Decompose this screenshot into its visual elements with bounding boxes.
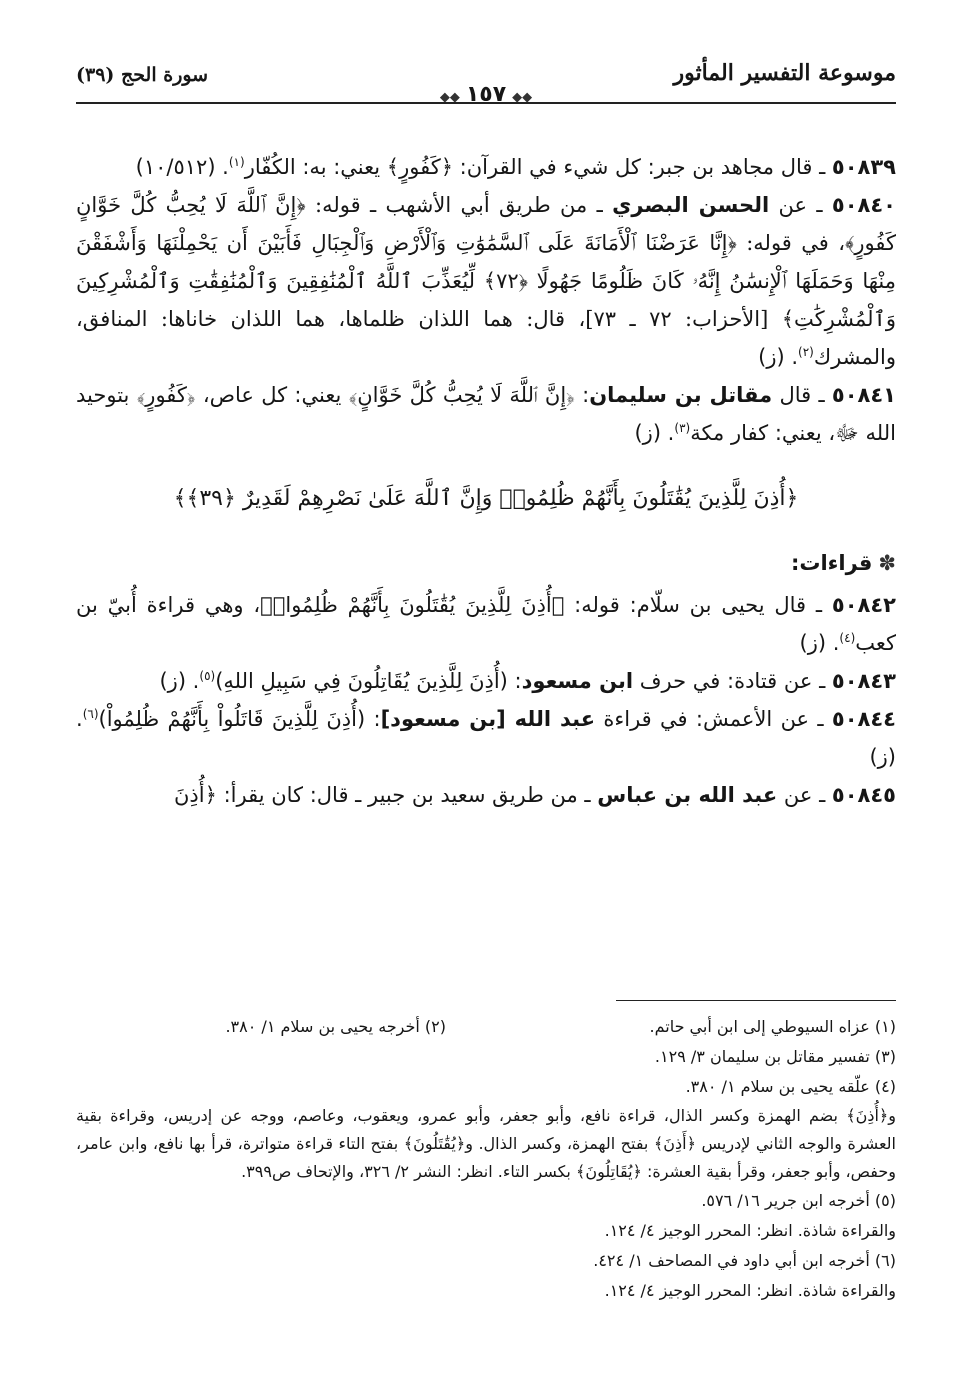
star-ornament-icon: ✽: [878, 551, 896, 575]
footnote-row: [76, 1012, 896, 1042]
entry-50840: [76, 186, 896, 376]
footnotes: [76, 1012, 896, 1306]
header-rule: [76, 102, 896, 104]
footnote-5-note: والقراءة شاذة. انظر: المحرر الوجيز ٤/ ١٢٤.: [604, 1221, 896, 1240]
main-text: [76, 148, 896, 814]
footnote-5: (٥) أخرجه ابن جرير ١٦/ ٥٧٦.: [701, 1191, 896, 1210]
narrator-name: الحسن البصري: [612, 193, 770, 217]
entry-number: ٥٠٨٤١: [831, 383, 896, 407]
entry-50845: [76, 776, 896, 814]
footnote-1: (١) عزاه السيوطي إلى ابن أبي حاتم.: [649, 1017, 896, 1036]
entry-text: : ﴿إِنَّ ٱللَّهَ لَا يُحِبُّ كُلَّ خَوَّانٍ﴾ يعني: كل عاص، ﴿كَفُورٍ﴾ بتوحيد الله ﷻ، يعني: كفار مكة: [76, 383, 896, 445]
entry-50843: [76, 662, 896, 700]
footnote-2: (٢) أخرجه يحيى بن سلام ١/ ٣٨٠.: [225, 1017, 446, 1036]
footnote-ref[interactable]: (٤): [839, 631, 856, 645]
footnote-ref[interactable]: (١): [228, 155, 245, 169]
verse-text: ﴿أُذِنَ لِلَّذِينَ يُقَٰتَلُونَ بِأَنَّهُمْ ظُلِمُوا۟ وَإِنَّ ٱللَّهَ عَلَىٰ نَصْرِهِمْ لَقَدِيرٌ ﴿٣٩﴾﴾: [173, 486, 799, 511]
surah-label: سورة الحج (٣٩): [76, 64, 209, 86]
entry-50839: [76, 148, 896, 186]
running-header: [76, 56, 896, 107]
entry-number: ٥٠٨٣٩: [831, 155, 896, 179]
entry-number: ٥٠٨٤٥: [831, 783, 896, 807]
footnote-3: (٣) تفسير مقاتل بن سليمان ٣/ ١٢٩.: [654, 1047, 896, 1066]
entry-text: : (أُذِنَ لِلَّذِينَ يُقَاتِلُونَ فِي سَبِيلِ اللهِ): [215, 669, 522, 693]
ornament-icon: ◆◆: [439, 90, 460, 105]
narrator-name: عبد الله [بن مسعود]: [380, 707, 596, 731]
entry-text: ـ قال يحيى بن سلّام: قوله: ﴿أُذِنَ لِلَّذِينَ يُقَٰتَلُونَ بِأَنَّهُمْ ظُلِمُوا۟﴾، وهي قراءة أُبيّ بن كعب: [76, 593, 896, 655]
footnote-4-note: و﴿أُذِنَ﴾ بضم الهمزة وكسر الذال، قراءة نافع، وأبو جعفر، وأبو عمرو، ويعقوب، وعاصم، ووجه عن إدريس، وقراءة بقية العشرة والوجه الثاني لإدريس ﴿أَذِنَ﴾ بفتح الهمزة، وكسر الذال. و﴿يُقَٰتَلُونَ﴾ بفتح التاء قراءة متواترة، قرأ بها نافع، وابن عامر، وحفص، وأبو جعفر، وقرأ بقية العشرة: ﴿يُقَاتِلُونَ﴾ بكسر التاء. انظر: النشر ٢/ ٣٢٦، والإتحاف ص٣٩٩.: [76, 1106, 896, 1181]
entry-50841: [76, 376, 896, 452]
footnote-4: (٤) علّقه يحيى بن سلام ١/ ٣٨٠.: [685, 1077, 896, 1096]
qiraat-heading-text: قراءات:: [790, 551, 873, 575]
footnote-rule: [616, 1000, 896, 1001]
footnote-ref[interactable]: (٦): [82, 707, 99, 721]
entry-prefix: ـ قال: [772, 383, 832, 407]
entry-50844: [76, 700, 896, 776]
qiraat-heading: [76, 544, 896, 582]
entry-number: ٥٠٨٤٤: [831, 707, 896, 731]
entry-prefix: ـ عن: [777, 783, 832, 807]
narrator-name: ابن مسعود: [521, 669, 634, 693]
book-title: موسوعة التفسير المأثور: [673, 60, 896, 86]
entry-tail: . (ز): [76, 707, 896, 769]
entry-text: ـ من طريق سعيد بن جبير ـ قال: كان يقرأ: ﴿أُذِنَ: [174, 783, 598, 807]
entry-tail: . (ز): [634, 421, 675, 445]
entry-number: ٥٠٨٤٠: [831, 193, 896, 217]
narrator-name: عبد الله بن عباس: [597, 783, 778, 807]
entry-text: ـ قال مجاهد بن جبر: كل شيء في القرآن: ﴿كَفُورٍ﴾ يعني: به: الكُفّار: [244, 155, 832, 179]
footnote-6-note: والقراءة شاذة. انظر: المحرر الوجيز ٤/ ١٢٤.: [604, 1281, 896, 1300]
footnote-ref[interactable]: (٢): [798, 345, 814, 359]
entry-number: ٥٠٨٤٢: [831, 593, 896, 617]
narrator-name: مقاتل بن سليمان: [589, 383, 773, 407]
entry-prefix: ـ عن قتادة: في حرف: [633, 669, 832, 693]
ornament-icon: ◆◆: [512, 90, 533, 105]
entry-text: ـ من طريق أبي الأشهب ـ قوله: ﴿إِنَّ ٱللَّهَ لَا يُحِبُّ كُلَّ خَوَّانٍ كَفُورٍ﴾، في قوله: ﴿إِنَّا عَرَضْنَا ٱلْأَمَانَةَ عَلَى ٱلسَّمَٰوَٰتِ وَٱلْأَرْضِ وَٱلْجِبَالِ فَأَبَيْنَ أَن يَحْمِلْنَهَا وَأَشْفَقْنَ مِنْهَا وَحَمَلَهَا ٱلْإِنسَٰنُ إِنَّهُۥ كَانَ ظَلُومًا جَهُولًا ﴿٧٢﴾ لِّيُعَذِّبَ ٱللَّهُ ٱلْمُنَٰفِقِينَ وَٱلْمُنَٰفِقَٰتِ وَٱلْمُشْرِكِينَ وَٱلْمُشْرِكَٰتِ﴾ [الأحزاب: ٧٢ ـ ٧٣]، قال: هما اللذان ظلماها، هما اللذان خاناها: المنافق، والمشرك: [76, 193, 896, 369]
page: [76, 56, 896, 1300]
entry-number: ٥٠٨٤٣: [831, 669, 896, 693]
entry-tail: . (ز): [159, 669, 200, 693]
entry-tail: . (١٠/٥١٢): [135, 155, 229, 179]
entry-tail: . (ز): [799, 631, 840, 655]
entry-50842: [76, 586, 896, 662]
page-number: ١٥٧: [465, 82, 507, 107]
entry-prefix: ـ عن: [769, 193, 832, 217]
footnote-ref[interactable]: (٣): [674, 421, 691, 435]
footnote-6: (٦) أخرجه ابن أبي داود في المصاحف ١/ ٤٢٤.: [593, 1251, 896, 1270]
entry-prefix: ـ عن الأعمش: في قراءة: [595, 707, 832, 731]
entry-text: : (أُذِنَ لِلَّذِينَ قَاتَلُواْ بِأَنَّهُمْ ظُلِمُواْ): [98, 707, 381, 731]
entry-tail: . (ز): [758, 345, 799, 369]
footnote-ref[interactable]: (٥): [199, 669, 216, 683]
